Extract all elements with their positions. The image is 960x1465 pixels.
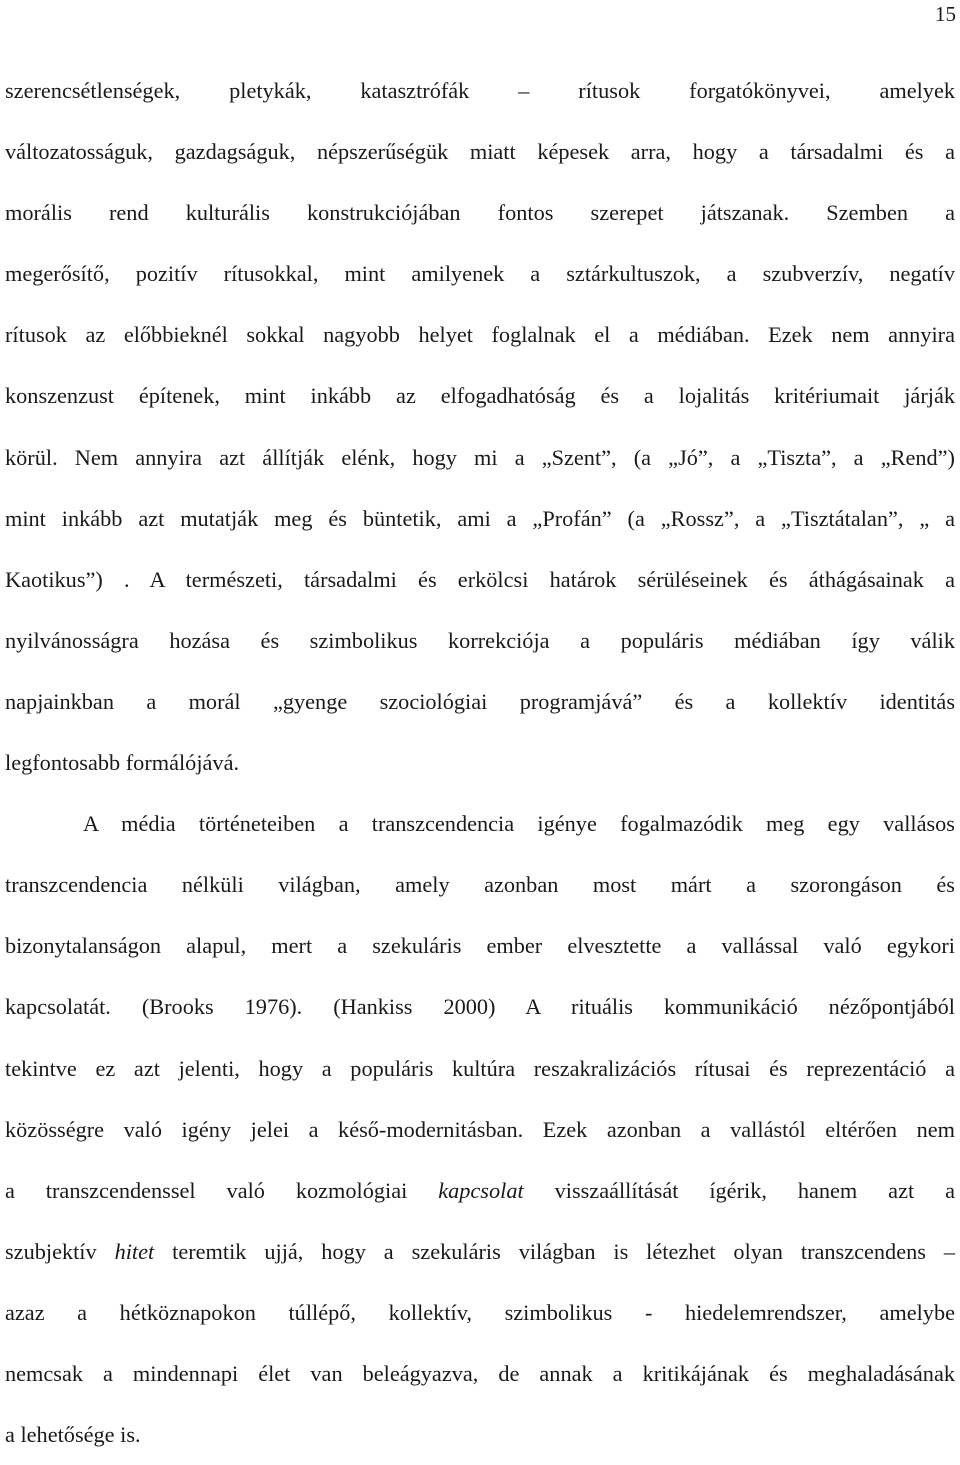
paragraph-line: legfontosabb formálójává. <box>5 750 240 776</box>
text-run: szubjektív <box>5 1238 115 1264</box>
page-number: 15 <box>935 2 956 26</box>
paragraph-line: tekintve ez azt jelenti, hogy a populáris kultúra reszakralizációs rítusai és reprezentáció a <box>5 1055 955 1081</box>
body-text <box>5 60 955 1465</box>
paragraph-2 <box>5 793 955 1465</box>
paragraph-line: nyilvánosságra hozása és szimbolikus korrekciója a populáris médiában így válik <box>5 627 955 653</box>
paragraph-line: morális rend kulturális konstrukciójában fontos szerepet játszanak. Szemben a <box>5 200 955 226</box>
paragraph-line: Kaotikus”) . A természeti, társadalmi és erkölcsi határok sérüléseinek és áthágásainak a <box>5 566 955 592</box>
paragraph-line: napjainkban a morál „gyenge szociológiai programjává” és a kollektív identitás <box>5 688 955 714</box>
paragraph-line <box>5 1221 955 1282</box>
text-run: a transzcendenssel való kozmológiai <box>5 1177 439 1203</box>
paragraph-line: szerencsétlenségek, pletykák, katasztrófák – rítusok forgatókönyvei, amelyek <box>5 78 955 103</box>
paragraph-1 <box>5 60 955 793</box>
paragraph-line: mint inkább azt mutatják meg és büntetik, ami a „Profán” (a „Rossz”, a „Tisztátalan”, „ a <box>5 505 955 531</box>
paragraph-line: nemcsak a mindennapi élet van beleágyazva, de annak a kritikájának és meghaladásának <box>5 1360 955 1386</box>
paragraph-line: azaz a hétköznapokon túllépő, kollektív, szimbolikus - hiedelemrendszer, amelybe <box>5 1299 955 1325</box>
paragraph-line: változatosságuk, gazdagságuk, népszerűségük miatt képesek arra, hogy a társadalmi és a <box>5 139 955 165</box>
paragraph-line: közösségre való igény jelei a késő-modernitásban. Ezek azonban a vallástól eltérően nem <box>5 1116 955 1142</box>
paragraph-line: transzcendencia nélküli világban, amely azonban most márt a szorongáson és <box>5 872 955 898</box>
paragraph-line <box>5 1160 955 1221</box>
text-run: teremtik ujjá, hogy a szekuláris világban is létezhet olyan transzcendens – <box>154 1238 955 1264</box>
paragraph-line: bizonytalanságon alapul, mert a szekuláris ember elvesztette a vallással való egykori <box>5 933 955 959</box>
paragraph-line: rítusok az előbbieknél sokkal nagyobb helyet foglalnak el a médiában. Ezek nem annyira <box>5 322 955 348</box>
paragraph-line: kapcsolatát. (Brooks 1976). (Hankiss 2000) A rituális kommunikáció nézőpontjából <box>5 994 955 1020</box>
italic-term: hitet <box>114 1238 155 1264</box>
paragraph-line: konszenzust építenek, mint inkább az elfogadhatóság és a lojalitás kritériumait járják <box>5 383 955 409</box>
text-run: visszaállítását ígérik, hanem azt a <box>523 1177 955 1203</box>
italic-term: kapcsolat <box>438 1177 524 1203</box>
paragraph-line: a lehetősége is. <box>5 1422 141 1448</box>
paragraph-line: körül. Nem annyira azt állítják elénk, hogy mi a „Szent”, (a „Jó”, a „Tiszta”, a „Rend”) <box>5 444 955 470</box>
paragraph-line: megerősítő, pozitív rítusokkal, mint amilyenek a sztárkultuszok, a szubverzív, negatív <box>5 261 955 287</box>
paragraph-first-line: A média történeteiben a transzcendencia igénye fogalmazódik meg egy vallásos <box>83 811 955 837</box>
